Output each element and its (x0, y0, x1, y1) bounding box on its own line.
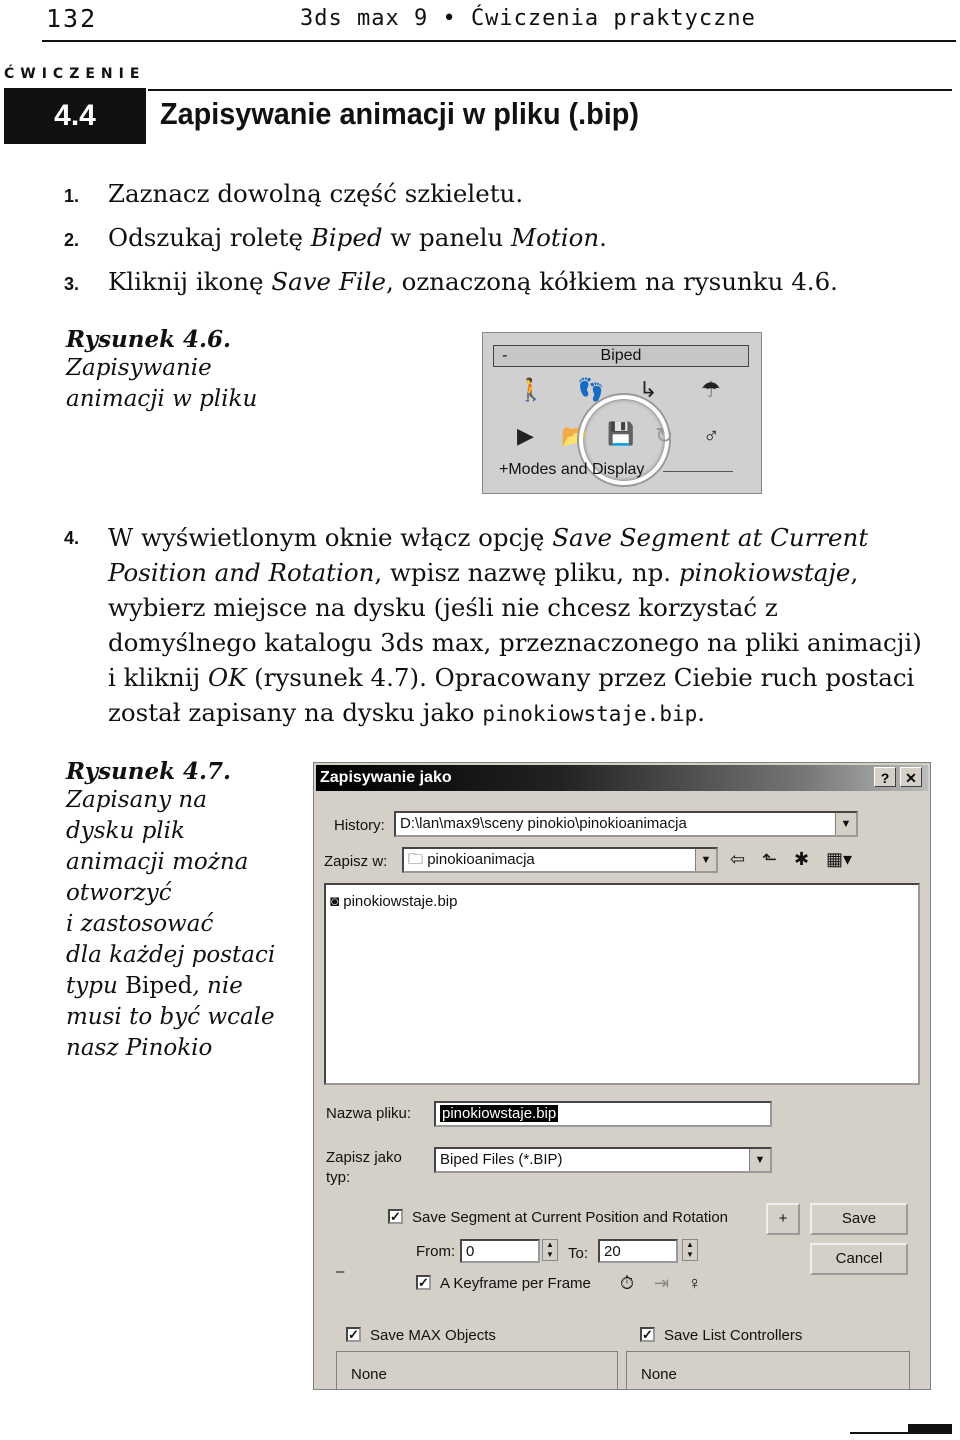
step-4: W wyświetlonym oknie włącz opcję Save Segment at Current Position and Rotation, wpisz nazwę pliku, np. pinokiowstaje, wybierz miejsce na dysku (jeśli nie chcesz korzystać z domyślnego katalogu 3ds max, przeznaczonego na pliki animacji) i kliknij OK (rysunek 4.7). Opracowany przez Ciebie ruch postaci został zapisany na dysku jako pinokiowstaje.bip. (108, 523, 922, 727)
biped-rollout-header[interactable]: - Biped (493, 345, 749, 367)
list-item: None (641, 1366, 677, 1383)
caption-line: musi to być wcale (66, 1004, 275, 1030)
from-input[interactable]: 0 (460, 1239, 540, 1263)
header-rule (42, 40, 956, 42)
minus-mark: – (336, 1263, 345, 1280)
history-dropdown[interactable]: D:\lan\max9\sceny pinokio\pinokioanimacja ▼ (394, 811, 858, 837)
save-in-dropdown[interactable]: 🗀 pinokioanimacja ▼ (402, 847, 718, 873)
move-all-icon[interactable]: ♂ (703, 423, 720, 448)
range-icon[interactable]: ⇥ (654, 1273, 670, 1293)
close-button[interactable]: ✕ (900, 767, 922, 787)
filename-label: Nazwa pliku: (326, 1105, 412, 1122)
caption-line: animacji w pliku (66, 386, 258, 412)
motion-flow-icon[interactable]: ↳ (639, 377, 658, 402)
exercise-rule (148, 89, 952, 91)
exercise-title: Zapisywanie animacji w pliku (.bip) (160, 96, 640, 131)
file-type-label: Zapisz jako (326, 1149, 402, 1166)
running-title: 3ds max 9 • Ćwiczenia praktyczne (300, 6, 756, 31)
to-input[interactable]: 20 (598, 1239, 678, 1263)
file-type-label: typ: (326, 1169, 351, 1186)
step-1: 1. Zaznacz dowolną część szkieletu. (64, 179, 524, 208)
file-list[interactable] (324, 883, 920, 1085)
footer-rule (850, 1432, 908, 1434)
caption-line: Zapisany na (66, 787, 207, 813)
filename-input[interactable]: pinokiowstaje.bip (434, 1101, 772, 1127)
add-button[interactable]: + (766, 1203, 800, 1235)
caption-line: typu Biped, nie (66, 973, 243, 999)
new-folder-icon[interactable]: ✱ (794, 849, 810, 869)
figure-4-7-caption (66, 758, 275, 1064)
keyframe-per-frame-checkbox[interactable]: ✓ (416, 1275, 431, 1290)
caption-line: Zapisywanie (66, 355, 212, 381)
help-button[interactable]: ? (874, 767, 896, 787)
to-spinner[interactable]: ▲ ▼ (682, 1239, 698, 1261)
save-button[interactable]: Save (810, 1203, 908, 1235)
play-biped-icon[interactable]: ▶ (517, 423, 534, 448)
footer-bar (908, 1424, 952, 1434)
cancel-button[interactable]: Cancel (810, 1243, 908, 1275)
save-max-objects-label: Save MAX Objects (370, 1327, 496, 1344)
clock-icon[interactable]: ⏱ (620, 1273, 635, 1293)
save-segment-checkbox[interactable]: ✓ (388, 1209, 403, 1224)
step-3: 3. Kliknij ikonę Save File, oznaczoną kółkiem na rysunku 4.6. (64, 267, 838, 296)
chevron-down-icon[interactable]: ▼ (749, 1149, 770, 1171)
caption-line: otworzyć (66, 880, 172, 906)
save-in-label: Zapisz w: (324, 853, 388, 870)
exercise-label: ĆWICZENIE (4, 66, 146, 82)
view-menu-icon[interactable]: ▦▾ (826, 849, 853, 869)
save-list-controllers-label: Save List Controllers (664, 1327, 803, 1344)
footsteps-icon[interactable]: 👣 (577, 377, 605, 402)
list-item: None (351, 1366, 387, 1383)
history-label: History: (334, 817, 385, 834)
from-label: From: (416, 1243, 456, 1260)
save-max-objects-checkbox[interactable]: ✓ (346, 1327, 361, 1342)
figure-4-6-caption (66, 326, 257, 415)
caption-line: dysku plik (66, 818, 185, 844)
chevron-down-icon[interactable]: ▼ (835, 813, 856, 835)
save-segment-label: Save Segment at Current Position and Rotation (412, 1209, 729, 1226)
biped-figure-icon[interactable]: ♀ (688, 1273, 702, 1293)
list-controllers-list[interactable] (626, 1351, 910, 1390)
divider (663, 471, 733, 472)
up-folder-icon[interactable]: ⬑ (762, 849, 778, 869)
step-4-number: 4. (64, 528, 80, 548)
caption-line: dla każdej postaci (66, 942, 276, 968)
back-icon[interactable]: ⇦ (730, 849, 746, 869)
from-spinner[interactable]: ▲ ▼ (542, 1239, 558, 1261)
modes-and-display-rollout[interactable]: +Modes and Display (499, 461, 645, 478)
dialog-titlebar[interactable]: Zapisywanie jako (316, 765, 928, 791)
chevron-down-icon[interactable]: ▼ (695, 849, 716, 871)
caption-line: i zastosować (66, 911, 214, 937)
mixer-mode-icon[interactable]: ☂ (701, 377, 721, 402)
max-objects-list[interactable] (336, 1351, 618, 1390)
keyframe-per-frame-label: A Keyframe per Frame (440, 1275, 591, 1292)
convert-icon[interactable]: ↻ (655, 423, 674, 448)
file-type-dropdown[interactable]: Biped Files (*.BIP) ▼ (434, 1147, 772, 1173)
save-list-controllers-checkbox[interactable]: ✓ (640, 1327, 655, 1342)
list-item[interactable]: ◙ pinokiowstaje.bip (330, 893, 458, 910)
save-as-dialog (313, 762, 931, 1390)
figure-mode-icon[interactable]: 🚶 (517, 377, 545, 402)
load-file-icon[interactable]: 📂 (561, 423, 589, 448)
folder-icon: 🗀 (408, 851, 424, 868)
caption-line: nasz Pinokio (66, 1035, 213, 1061)
to-label: To: (568, 1245, 589, 1262)
page-number: 132 (46, 4, 98, 33)
save-file-icon[interactable]: 💾 (607, 421, 635, 446)
caption-line: animacji można (66, 849, 249, 875)
exercise-number: 4.4 (4, 88, 146, 144)
figure-number: Rysunek 4.7. (66, 758, 232, 785)
step-2: 2. Odszukaj roletę Biped w panelu Motion. (64, 223, 607, 252)
file-icon: ◙ (330, 893, 340, 910)
biped-rollout (482, 332, 762, 494)
figure-number: Rysunek 4.6. (66, 326, 232, 353)
